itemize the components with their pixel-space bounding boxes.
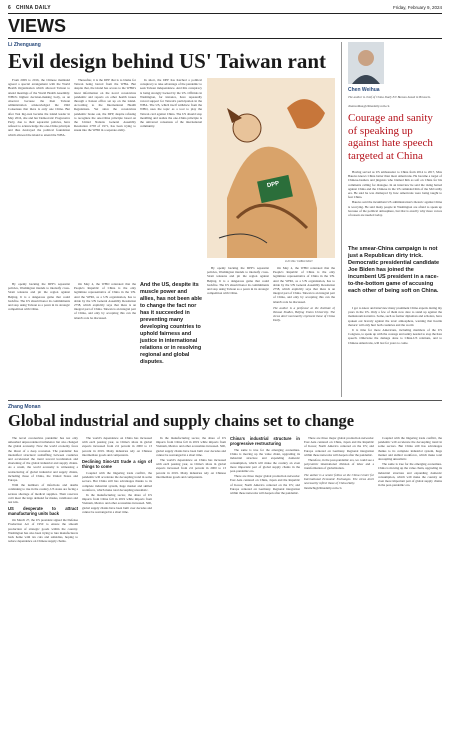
avatar bbox=[348, 42, 384, 84]
bottom-col6 bbox=[378, 436, 442, 741]
paragraph: I got to know and interview many prominent China experts during my years in the US. Only a few of them now dare to stand up against the mainstream narrative. Some, such as former diplomats and scholars, have spoken out bravely against the toxic atmosphere, warning that hostile rhetoric will only hurt both countries and the world. bbox=[348, 306, 442, 327]
columnist-email[interactable]: chenweihua@chinadaily.com.cn bbox=[348, 104, 390, 108]
column-body-1 bbox=[348, 170, 442, 242]
bottom-story-rule bbox=[8, 400, 442, 401]
top-story-col1-cont bbox=[8, 282, 70, 396]
top-story-col5 bbox=[273, 266, 335, 396]
paragraph: The same is true for the emerging economies. China is moving up the value chain, upgrading its industrial structure and expanding domestic consumption, which will make the country an even more important part of global supply chains in the post-pandemic era. bbox=[230, 448, 300, 474]
subhead: Declining Sino-US trade a sign of things to come bbox=[82, 459, 152, 470]
paper-name: CHINA DAILY bbox=[16, 5, 51, 11]
page-number: 6 bbox=[8, 5, 11, 11]
columnist-photo bbox=[348, 42, 384, 84]
top-story-col4 bbox=[207, 266, 269, 396]
paragraph: The same is true for the emerging economies. China is moving up the value chain, upgrading its industrial structure and expanding domestic consumption, which will make the country an even more important part of global supply chains in the post-pandemic era. bbox=[378, 462, 442, 488]
subhead: US desperate to attract manufacturing units back bbox=[8, 506, 78, 517]
bottom-col4 bbox=[230, 436, 300, 741]
caricature-image bbox=[207, 78, 335, 258]
paragraph: There are three major global production networks: East Asia centered on China, Japan and the Republic of Korea; North America centered on the US; and Europe centered on Germany. Regional integration within these networks will deepen after the pandemic. bbox=[304, 436, 374, 457]
paragraph: There are three major global production networks: East Asia centered on China, Japan and the Republic of Korea; North America centered on the US; and Europe centered on Germany. Regional integration within these networks will deepen after the pandemic. bbox=[230, 474, 300, 496]
paragraph: The novel coronavirus pandemic has not only unleashed unprecedented turbulence but also changed the global economy. Now the world economy faces the threat of a deep recession. The pandemic has intensified structural reshuffling between countries and accelerated the trend toward localization and shortening of the global industrial and supply chains. As a result, the world economy is witnessing a restructuring of global industrial and supply chains, including those of China, the United States and Europe. bbox=[8, 436, 78, 483]
paragraph: Therefore, in the post-pandemic era, we could see a polycentric international division of labor and a transformation of globalization. bbox=[304, 458, 374, 471]
drop-cap-paragraph: From 2009 to 2016, the Chinese mainland agreed a special arrangement with the World Health Organization which allowed Taiwan to attend meetings of the World Health Assembly. WHO's highest decision-making body, as an observer because the then Taiwan administration acknowledged the 1992 Consensus that there is only one China. But after Tsai Ing-wen became the island leader in May 2016, she and her Democratic Progressive Party, due to their separatist policies, have refused to acknowledge the one-China principle and thus destroyed the political foundation which allowed the island to attend the WHA. bbox=[8, 78, 70, 137]
paragraph: On March 27, the US president signed the Defense Production Act of 1950 to ensure the smooth production of strategic goods within the country. Washington has also been trying to lure manufacturers back home with tax cuts and subsidies, hoping to reduce dependence on Chinese supply chains. bbox=[8, 518, 78, 544]
columnist-note: The author is chief of China Daily EU Bureau based in Brussels. bbox=[348, 95, 431, 99]
paragraph: In the manufacturing sector, the share of US imports from China fell in 2019 while imports from Vietnam, Mexico and other economies increased. Still, global supply chains have been built over decades and cannot be rearranged in a short time. bbox=[156, 436, 226, 457]
masthead-rule bbox=[8, 13, 442, 14]
bottom-story-headline: Global industrial and supply chains set to change bbox=[8, 411, 355, 430]
illustration bbox=[207, 78, 335, 258]
top-story-pullquote: And the US, despite its muscle power and allies, has not been able to change the fact nor has it succeeded in preventing many developing countries to uphold fairness and justice in international relations or in resolving regional and global disputes. bbox=[140, 282, 203, 365]
top-story-col1 bbox=[8, 78, 70, 278]
paragraph: In short, the DPP has hatched a political conspiracy to take advantage of the pandemic to seek Taiwan independence. And this conspiracy is being strongly backed by the US. Officials in Washington, for instance, have repeatedly voiced support for Taiwan's participation in the WHA. The US, which itself withdrew from the WHO, uses the topic as a tool to play the Taiwan card against China. The US should stop meddling and realize the one-China principle is the universal consensus of the international community. bbox=[140, 78, 202, 129]
bottom-col2 bbox=[82, 436, 152, 741]
paragraph: In the manufacturing sector, the share of US imports from China fell in 2019 while imports from Vietnam, Mexico and other economies increased. Still, global supply chains have been built over decades and cannot be rearranged in a short time. bbox=[82, 493, 152, 514]
section-rule bbox=[8, 38, 442, 39]
bottom-story-byline: Zhang Monan bbox=[8, 404, 41, 410]
paragraph: The world's dependence on China has increased with each passing year, as China's share in global exports increased from 2.6 percent in 2000 to 13 percent in 2019. Many industries rely on Chinese intermediate goods and components. bbox=[82, 436, 152, 457]
paragraph: Thereafter, it is the DPP that is to blame for Taiwan being barred from the WHA. But despite that, the island has access to the WHO's latest information on the novel coronavirus pandemic and reports on other health issues through a liaison office set up on the island. According to the International Health Regulations. Yet since the coronavirus pandemic broke out, the DPP, despite refusing to recognize the one-China principle based on the United Nations General Assembly Resolution 2758 of 1971, has been trying to sneak into the WHO in a separate entity. bbox=[74, 78, 136, 133]
paragraph: Coupled with the lingering trade conflict, the pandemic will accelerate the decoupling trend in some sectors. But China still has advantages thanks to its complete industrial system, huge market and skilled workforce, which make total decoupling unrealistic. bbox=[378, 436, 442, 462]
paragraph: On May 4, the WHO reiterated that the People's Republic of China is the only legitimate representative of China in the UN. And the WHO, as a UN organization, has to abide by the UN General Assembly Resolution 2758, which explicitly says that there is an integral part of China. Taiwan is an integral part of China, and only by accepting this can the island's role be discussed. bbox=[74, 282, 136, 320]
bottom-col5 bbox=[304, 436, 374, 741]
author-note: The author is a senior fellow at the China Center for International Economic Exchanges. The views don't necessarily reflect those of China Daily. bbox=[304, 472, 374, 486]
illustration-credit: LUO JIE / CHINA DAILY bbox=[285, 260, 313, 263]
author-note: The author is a professor at the Institute of Taiwan Studies, Beijing Union University. The views don't necessarily represent those of China Daily. bbox=[273, 305, 335, 323]
paragraph: It is time for more Americans, including members of the US Congress, to speak up with the courage and sanity needed to stop the hate speech. Otherwise the damage done to China-US relations, and to Chinese Americans, will last for years to come. bbox=[348, 328, 442, 345]
columnist-name: Chen Weihua bbox=[348, 87, 380, 93]
top-story-col2 bbox=[74, 78, 136, 278]
paragraph: The world's dependence on China has increased with each passing year, as China's share in global exports increased from 2.6 percent in 2000 to 13 percent in 2019. Many industries rely on Chinese intermediate goods and components. bbox=[156, 458, 226, 479]
paragraph: Baucus said the incumbent US administration's rhetoric against China is worrying. He said many people in Washington are afraid to speak up because of the political atmosphere, but that is exactly why more voices of reason are needed today. bbox=[348, 200, 442, 218]
top-story-headline: Evil design behind US' Taiwan rant bbox=[8, 49, 327, 73]
column-divider bbox=[341, 42, 342, 397]
subhead: China's industrial structure in progressive restructuring bbox=[230, 436, 300, 446]
top-story-col2-cont bbox=[74, 282, 136, 396]
top-story-col3 bbox=[140, 78, 202, 278]
bottom-col3 bbox=[156, 436, 226, 741]
paragraph: On May 4, the WHO reiterated that the People's Republic of China is the only legitimate representative of China in the UN. And the WHO, as a UN organization, has to abide by the UN General Assembly Resolution 2758, which explicitly says that there is an integral part of China. Taiwan is an integral part of China, and only by accepting this can the island's role be discussed. bbox=[273, 266, 335, 304]
paragraph: Having served as US ambassador to China from 2014 to 2017, Max Baucus knows China better than most Americans. He became a target of Chinese-bashers and jingoists who blamed him as soft on China for his comments calling for dialogue. In an interview he said the rising hatred against China and the Chinese in the US reminded him of the McCarthy era. He said he was dismayed by how Americans were being taught to fear China. bbox=[348, 170, 442, 200]
column-headline: Courage and sanity of speaking up against hate speech targeted at China bbox=[348, 112, 433, 162]
section-title: VIEWS bbox=[8, 16, 67, 36]
paragraph: With the numbers of infections and deaths continuing to rise in the country, US states are facing a serious shortage of medical supplies. Their reserves can't meet the large demand for masks, ventilators and test kits. bbox=[8, 483, 78, 505]
column-pullquote: The smear-China campaign is not just a Republican dirty trick. Democratic presidential candidate Joe Biden has joined the incumbent US president in a race-to-the-bottom game of accusing each other of being soft on China. bbox=[348, 246, 440, 294]
column-body-2 bbox=[348, 306, 442, 396]
issue-date: Friday, February 9, 2024 bbox=[393, 5, 442, 10]
paragraph: Coupled with the lingering trade conflict, the pandemic will accelerate the decoupling trend in some sectors. But China still has advantages thanks to its complete industrial system, huge market and skilled workforce, which make total decoupling unrealistic. bbox=[82, 471, 152, 492]
paragraph: By openly backing the DPP's separatist policies, Washington intends to intensify cross-Strait tensions and pit the region against Beijing. It is a dangerous game that could backfire. The US should honor its commitments and stop using Taiwan as a pawn in its strategic competition with China. bbox=[207, 266, 269, 296]
contact-email[interactable]: liuxinchi@chinadaily.com.cn bbox=[304, 486, 342, 491]
illustration-label: DPP bbox=[266, 180, 280, 190]
bottom-col1 bbox=[8, 436, 78, 741]
paragraph: By openly backing the DPP's separatist policies, Washington intends to intensify cross-Strait tensions and pit the region against Beijing. It is a dangerous game that could backfire. The US should honor its commitments and stop using Taiwan as a pawn in its strategic competition with China. bbox=[8, 282, 70, 312]
top-story-byline: Li Zhenguang bbox=[8, 42, 41, 48]
